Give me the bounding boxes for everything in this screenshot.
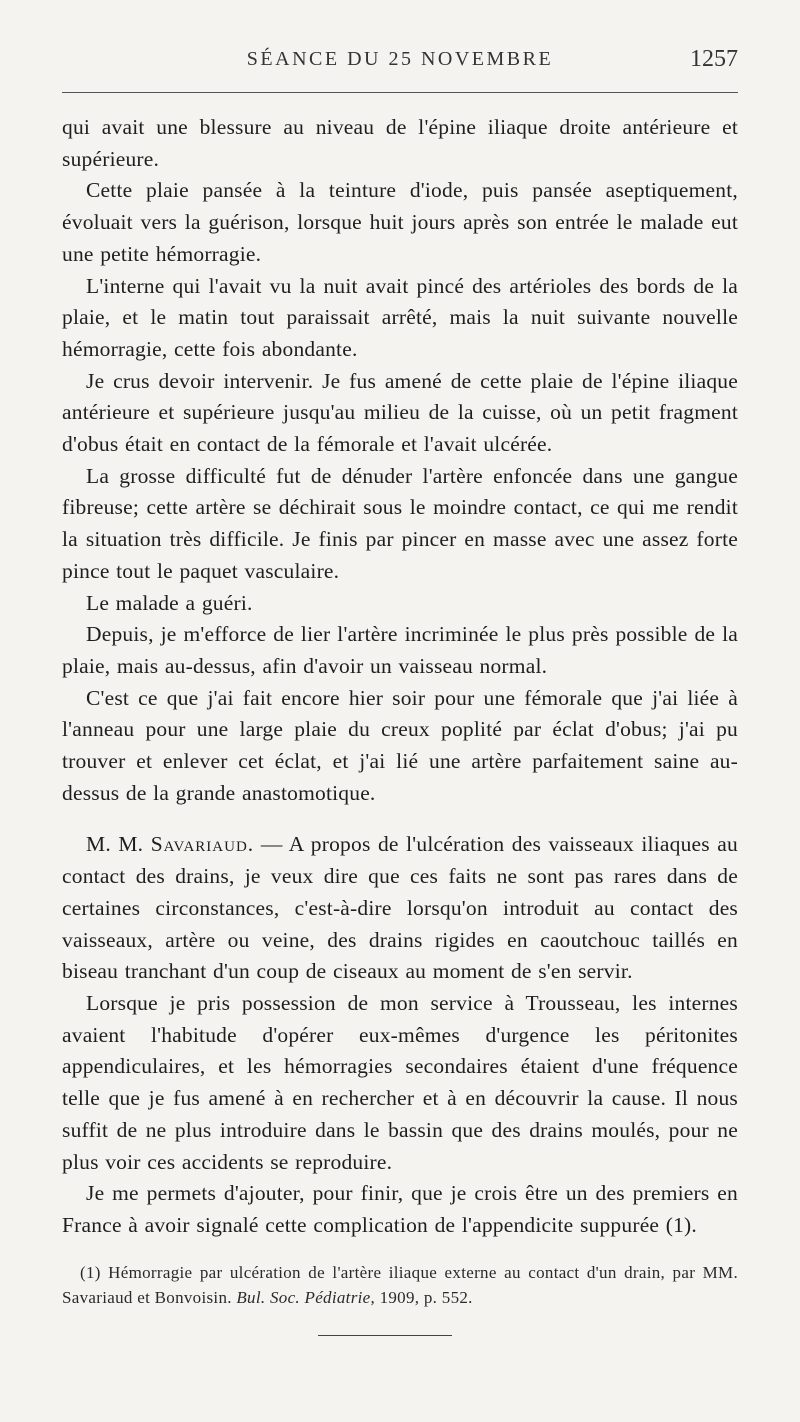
paragraph: Cette plaie pansée à la teinture d'iode, puis pansée aseptiquement, évoluait vers la guérison, lorsque huit jours après son entrée le malade eut une petite hémorragie. <box>62 178 738 266</box>
paragraph: qui avait une blessure au niveau de l'épine iliaque droite antérieure et supérieure. <box>62 115 738 171</box>
paragraph: Je crus devoir intervenir. Je fus amené de cette plaie de l'épine iliaque antérieure et supérieure jusqu'au milieu de la cuisse, où un petit fragment d'obus était en contact de la fémorale et l'avait ulcérée. <box>62 368 738 457</box>
speaker-text: . — A propos de l'ulcération des vaisseaux iliaques au contact des drains, je veux dire que ces faits ne sont pas rares dans de certaines circonstances, c'est-à-dire lorsqu'on introduit au contact des vaisseaux, artère ou veine, des drains rigides en caoutchouc taillés en biseau tranchant d'un coup de ciseaux au moment de s'en servir. <box>62 832 738 984</box>
page-number: 1257 <box>690 46 738 72</box>
footer-rule <box>318 1335 452 1336</box>
paragraph: L'interne qui l'avait vu la nuit avait pincé des artérioles des bords de la plaie, et le matin tout paraissait arrêté, mais la nuit suivante nouvelle hémorragie, cette fois abondante. <box>62 273 738 361</box>
paragraph: C'est ce que j'ai fait encore hier soir pour une fémorale que j'ai liée à l'anneau pour une large plaie du creux poplité par éclat d'obus; j'ai pu trouver et enlever cet éclat, et j'ai lié une artère parfaitement saine au-dessus de la grande anastomotique. <box>62 685 738 805</box>
footnote-text <box>62 1260 738 1310</box>
body-text <box>62 112 738 1242</box>
paragraph: Depuis, je m'efforce de lier l'artère incriminée le plus près possible de la plaie, mais au-dessus, afin d'avoir un vaisseau normal. <box>62 622 738 678</box>
footnote-journal: Bul. Soc. Pédiatrie <box>236 1288 371 1307</box>
speaker-prefix: M. M. <box>86 832 151 857</box>
footnote <box>62 1260 738 1310</box>
paragraph: La grosse difficulté fut de dénuder l'artère enfoncée dans une gangue fibreuse; cette artère se déchirait sous le moindre contact, ce qui me rendit la situation très difficile. Je finis par pincer en masse avec une assez forte pince tout le paquet vasculaire. <box>62 463 738 583</box>
header-rule <box>62 92 738 93</box>
footnote-citation: (1) Hémorragie par ulcération de l'artère iliaque externe au contact d'un drain, par MM. Savariaud et Bonvoisin. <box>62 1263 738 1307</box>
speaker-paragraph <box>62 829 738 988</box>
paragraph: Je me permets d'ajouter, pour finir, que je crois être un des premiers en France à avoir signalé cette complication de l'appendicite suppurée (1). <box>62 1181 738 1237</box>
running-head <box>62 48 738 84</box>
speaker-name: Savariaud <box>150 832 248 857</box>
running-title: SÉANCE DU 25 NOVEMBRE <box>246 48 554 70</box>
paragraph: Le malade a guéri. <box>86 590 253 615</box>
footnote-citation-end: , 1909, p. 552. <box>370 1288 473 1307</box>
paragraph: Lorsque je pris possession de mon service à Trousseau, les internes avaient l'habitude d'opérer eux-mêmes d'urgence les péritonites appendiculaires, et les hémorragies secondaires étaient d'une fréquence telle que je fus amené à en rechercher et à en découvrir la cause. Il nous suffit de ne plus introduire dans le bassin que des drains moulés, pour ne plus voir ces accidents se reproduire. <box>62 990 738 1174</box>
